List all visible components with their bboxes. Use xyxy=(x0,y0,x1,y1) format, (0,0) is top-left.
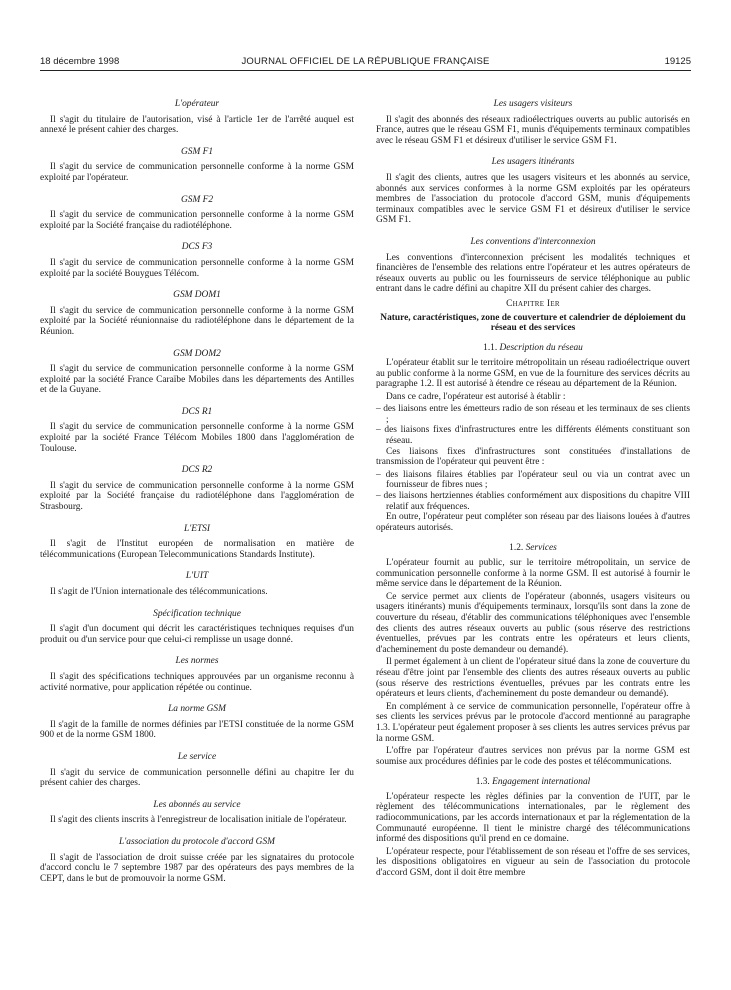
section-title: DCS R1 xyxy=(181,406,213,417)
dash-item: – des liaisons fixes d'infrastructures entre les différents éléments constituant son réseau. xyxy=(376,425,690,447)
section-body: Il s'agit du service de communication personnelle conforme à la norme GSM exploité par la société France Télécom Mobiles 1800 dans l'agglomération de Toulouse. xyxy=(40,422,354,454)
section-body: Il s'agit de la famille de normes définies par l'ETSI constituée de la norme GSM 900 et de la norme GSM 1800. xyxy=(40,719,354,741)
section-title: Les usagers visiteurs xyxy=(493,99,573,109)
section-body: Il s'agit des spécifications techniques approuvées par un organisme reconnu à activité normative, pour application répétée ou continue. xyxy=(40,671,354,693)
section-body: Il s'agit de l'Union internationale des télécommunications. xyxy=(50,587,268,597)
section-title: DCS F3 xyxy=(181,242,213,253)
section-body: Il s'agit des abonnés des réseaux radioélectriques ouverts au public autorisés en France, autres que le réseau GSM F1, munis d'équipements terminaux compatibles avec le réseau GSM F1 et désireux d'utiliser le service GSM F1. xyxy=(376,114,690,146)
section-body: Il s'agit du service de communication personnelle conforme à la norme GSM exploité par la Société française du radiotéléphone dans l'agglomération de Strasbourg. xyxy=(40,480,354,513)
section-title: GSM DOM1 xyxy=(173,290,221,301)
section-title: Le service xyxy=(177,751,217,762)
section-title: Les usagers itinérants xyxy=(491,157,575,168)
dash-item: – des liaisons hertziennes établies conformément aux dispositions du chapitre VIII relatif aux fréquences. xyxy=(376,491,690,512)
section-body: Il s'agit d'un document qui décrit les caractéristiques techniques requises d'un produit ou d'un service pour que celui-ci remplisse un usage donné. xyxy=(40,624,354,645)
paragraph: L'opérateur respecte, pour l'établissement de son réseau et l'offre de ses services, les dispositions obligatoires en vigueur au sein de l'association du protocole d'accord GSM, dont il doit être membre xyxy=(376,846,690,879)
subsection-title: Description du réseau xyxy=(499,343,583,354)
section-body: Les conventions d'interconnexion précisent les modalités techniques et financières de l'ensemble des relations entre l'opérateur et les autres opérateurs de réseaux ouverts au public ou les fournisseurs de service téléphonique au public entrant dans le cadre défini au chapitre XII du présent cahier des charges. xyxy=(376,252,690,295)
paragraph: Ces liaisons fixes d'infrastructures sont constituées d'installations de transmission de l'opérateur qui peuvent être : xyxy=(376,446,690,468)
subsection-heading xyxy=(376,543,690,554)
section-title: DCS R2 xyxy=(181,465,213,476)
section-title: L'UIT xyxy=(185,571,209,582)
section-title: GSM F2 xyxy=(180,194,214,205)
section-body: Il s'agit des clients inscrits à l'enregistreur de localisation initiale de l'opérateur. xyxy=(50,815,347,826)
section-title: Spécification technique xyxy=(153,608,241,619)
section-body: Il s'agit du titulaire de l'autorisation, visé à l'article 1er de l'arrêté auquel est annexé le présent cahier des charges. xyxy=(40,114,354,136)
paragraph: En complément à ce service de communication personnelle, l'opérateur offre à ses clients les services prévus par le protocole d'accord mentionné au paragraphe 1.3. L'opérateur peut également proposer à ses clients les autres services prévus par la norme GSM. xyxy=(376,701,690,744)
paragraph: L'offre par l'opérateur d'autres services non prévus par la norme GSM est soumise aux procédures définies par le code des postes et télécommunications. xyxy=(376,746,690,767)
section-title: Les abonnés au service xyxy=(153,799,241,810)
subsection-number: 1.2. xyxy=(509,543,524,554)
section-body: Il s'agit des clients, autres que les usagers visiteurs et les abonnés au service, abonnés aux services conformes à la norme GSM exploités par les opérateurs membres de l'association du protocole d'accord GSM, munis d'équipements terminaux compatibles avec le service GSM F1 et désireux d'utiliser le service GSM F1. xyxy=(376,172,690,226)
chapter-title: Nature, caractéristiques, zone de couverture et calendrier de déploiement du réseau et des services xyxy=(380,312,686,333)
section-title: Les normes xyxy=(175,656,219,667)
section-body: Il s'agit de l'association de droit suisse créée par les signataires du protocole d'accord conclu le 7 septembre 1987 par des opérateurs des pays membres de la CEPT, dans le but de promouvoir la norme GSM. xyxy=(40,852,354,884)
subsection-title: Engagement international xyxy=(492,777,591,788)
section-title: L'opérateur xyxy=(174,99,220,109)
paragraph: L'opérateur établit sur le territoire métropolitain un réseau radioélectrique ouvert au public conforme à la norme GSM, en vue de la fourniture des services décrits au paragraphe 1.2. Il est autorisé à étendre ce réseau au département de la Réunion. xyxy=(376,357,690,390)
left-column xyxy=(40,99,354,895)
header-rule xyxy=(40,70,691,71)
paragraph: L'opérateur fournit au public, sur le territoire métropolitain, un service de communication personnelle conforme à la norme GSM. Il est autorisé à fournir le même service dans le département de la Réunion. xyxy=(376,558,690,590)
subsection-heading xyxy=(376,343,690,354)
right-column xyxy=(376,99,690,881)
section-title: GSM DOM2 xyxy=(173,348,221,359)
subsection-number: 1.1. xyxy=(483,343,498,354)
section-title: La norme GSM xyxy=(168,704,226,715)
paragraph: Il permet également à un client de l'opérateur situé dans la zone de couverture du réseau d'être joint par l'ensemble des clients des autres réseaux ouverts au public (sous réserve des restrictions éventuelles, prévues par les contrats entre les opérateurs et leurs clients, d'acheminement du poste demandeur ou demandé). xyxy=(376,657,690,700)
section-body: Il s'agit du service de communication personnelle conforme à la norme GSM exploité par l'opérateur. xyxy=(40,162,354,183)
dash-item: – des liaisons entre les émetteurs radio de son réseau et les terminaux de ses clients ; xyxy=(376,404,690,425)
paragraph: En outre, l'opérateur peut compléter son réseau par des liaisons louées à d'autres opérateurs autorisés. xyxy=(376,512,690,533)
header-journal-title: JOURNAL OFFICIEL DE LA RÉPUBLIQUE FRANÇAISE xyxy=(241,56,490,67)
section-body: Il s'agit du service de communication personnelle défini au chapitre Ier du présent cahier des charges. xyxy=(40,767,354,789)
dash-item: – des liaisons filaires établies par l'opérateur seul ou via un contrat avec un fournisseur de fibres nues ; xyxy=(376,469,690,491)
subsection-title: Services xyxy=(525,543,557,554)
section-title: GSM F1 xyxy=(180,146,214,157)
paragraph: Ce service permet aux clients de l'opérateur (abonnés, usagers visiteurs ou usagers itinérants) munis d'équipements terminaux, lorsqu'ils sont dans la zone de couverture du réseau, d'établir des communications téléphoniques avec l'ensemble des clients des autres réseaux ouverts au public (sous réserve des restrictions éventuelles, prévues par les contrats entre les opérateurs et leurs clients, d'acheminement du poste demandeur ou demandé). xyxy=(376,591,690,655)
page-header xyxy=(40,56,691,70)
paragraph: Dans ce cadre, l'opérateur est autorisé à établir : xyxy=(386,391,566,402)
header-page-number: 19125 xyxy=(664,56,691,67)
section-body: Il s'agit du service de communication personnelle conforme à la norme GSM exploité par la Société réunionnaise du radiotéléphone dans le département de la Réunion. xyxy=(40,305,354,337)
section-body: Il s'agit du service de communication personnelle conforme à la norme GSM exploité par la société Bouygues Télécom. xyxy=(40,257,354,279)
subsection-heading xyxy=(376,777,690,788)
subsection-number: 1.3. xyxy=(475,777,490,788)
chapter-label: Chapitre Ier xyxy=(506,298,560,309)
section-title: L'ETSI xyxy=(184,523,210,534)
section-title: L'association du protocole d'accord GSM xyxy=(119,836,275,847)
paragraph: L'opérateur respecte les règles définies par la convention de l'UIT, par le règlement des télécommunications internationales, par le règlement des radiocommunications, par les accords internationaux et par la réglementation de la Communauté européenne. Il tient le ministre chargé des télécommunications informé des dispositions qu'il prend en ce domaine. xyxy=(376,791,690,845)
section-body: Il s'agit de l'Institut européen de normalisation en matière de télécommunications (European Telecommunications Standards Institute). xyxy=(40,539,354,560)
header-date: 18 décembre 1998 xyxy=(40,56,120,67)
section-body: Il s'agit du service de communication personnelle conforme à la norme GSM exploité par la Société française du radiotéléphone. xyxy=(40,210,354,231)
section-body: Il s'agit du service de communication personnelle conforme à la norme GSM exploité par la société France Caraïbe Mobiles dans les départements des Antilles et de la Guyane. xyxy=(40,364,354,396)
section-title: Les conventions d'interconnexion xyxy=(470,236,596,247)
